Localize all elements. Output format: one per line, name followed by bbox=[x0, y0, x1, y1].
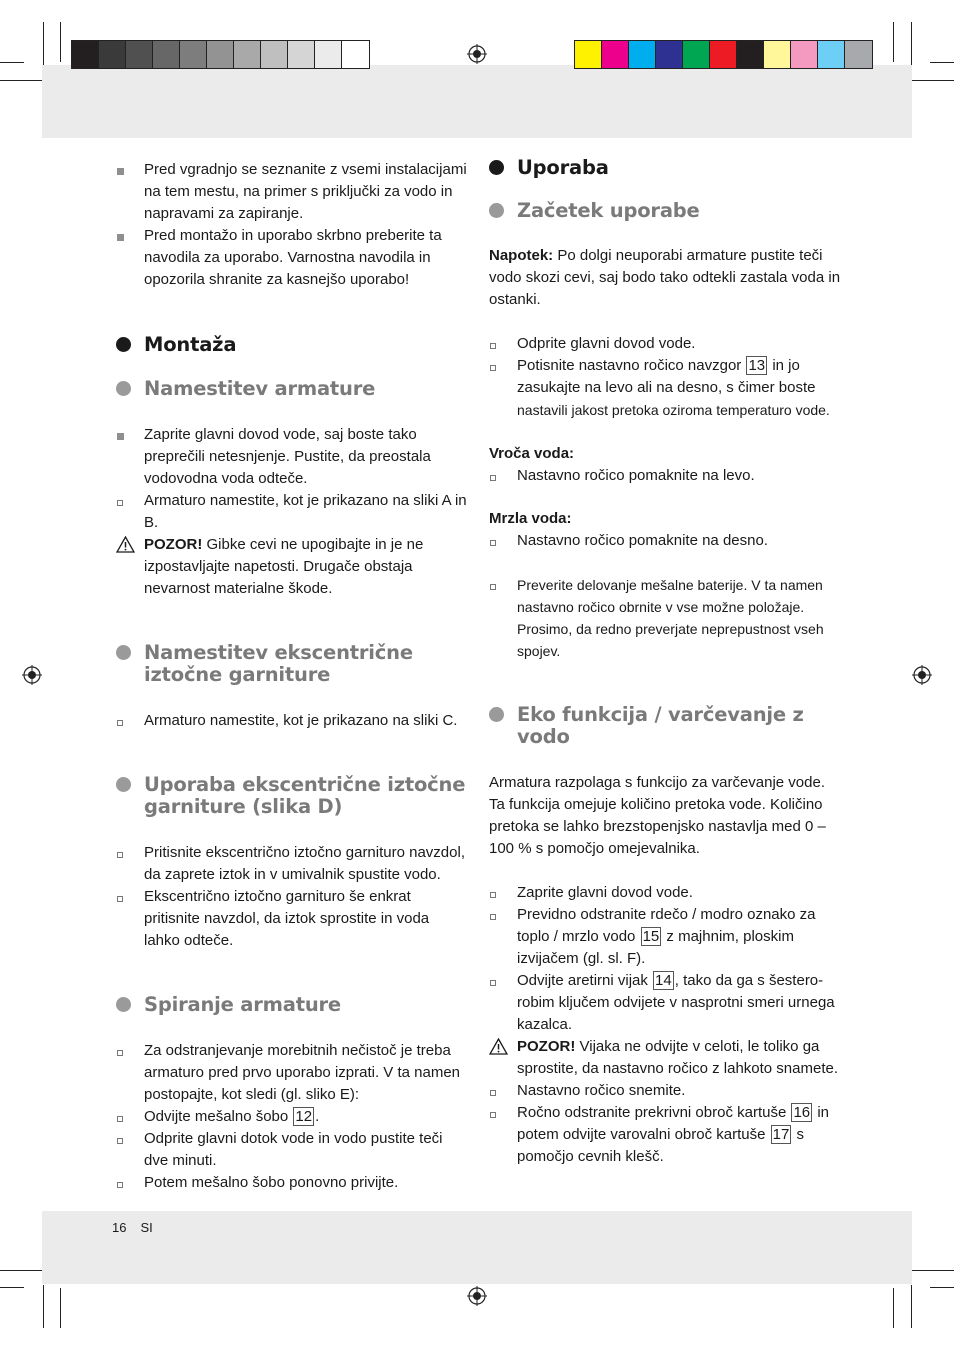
crop-mark bbox=[912, 80, 954, 81]
color-swatch bbox=[234, 41, 261, 68]
part-reference: 14 bbox=[655, 972, 672, 989]
square-bullet-icon bbox=[116, 225, 144, 247]
crop-mark bbox=[43, 22, 44, 65]
checkbox-bullet-icon bbox=[489, 530, 517, 552]
bullet-dot-icon bbox=[116, 645, 131, 660]
bullet-dot-icon bbox=[116, 337, 131, 352]
color-swatch bbox=[710, 41, 737, 68]
part-reference: 13 bbox=[748, 357, 766, 374]
page-number: 16 bbox=[112, 1220, 127, 1235]
color-swatch bbox=[261, 41, 288, 68]
part-reference: 15 bbox=[642, 928, 660, 945]
registration-mark-icon bbox=[467, 44, 487, 64]
list-item: Ročno odstranite prekrivni obroč kartuše 16 in potem odvijte varovalni obroč kartuše 17 s pomočjo cevnih klešč. bbox=[489, 1102, 841, 1168]
crop-mark bbox=[0, 62, 24, 63]
list-item: Za odstranjevanje morebitnih nečistoč je treba armaturo pred prvo uporabo izprati. V ta namen postopajte, kot sledi (gl. sliko E): bbox=[116, 1040, 468, 1106]
bullet-dot-icon bbox=[489, 160, 504, 175]
crop-mark bbox=[0, 80, 42, 81]
crop-mark bbox=[911, 22, 912, 65]
bullet-dot-icon bbox=[489, 707, 504, 722]
checkbox-bullet-icon bbox=[116, 1040, 144, 1062]
left-column bbox=[116, 159, 468, 1194]
registration-mark-icon bbox=[467, 1286, 487, 1306]
part-reference: 17 bbox=[772, 1126, 790, 1143]
list-item: Pred vgradnjo se seznanite z vsemi instalacijami na tem mestu, na primer s priključki za vodo in napravami za zapiranje. bbox=[116, 159, 468, 225]
checkbox-bullet-icon bbox=[116, 1106, 144, 1128]
square-bullet-icon bbox=[116, 159, 144, 181]
bottom-band bbox=[42, 1211, 912, 1284]
color-swatch bbox=[656, 41, 683, 68]
crop-mark bbox=[912, 1270, 954, 1271]
subsection-heading: Uporaba ekscentrične iztočne garniture (slika D) bbox=[116, 774, 468, 818]
bullet-dot-icon bbox=[116, 777, 131, 792]
checkbox-bullet-icon bbox=[116, 710, 144, 732]
color-swatch bbox=[288, 41, 315, 68]
list-item: Armaturo namestite, kot je prikazano na sliki A in B. bbox=[116, 490, 468, 534]
list-item: Zaprite glavni dovod vode, saj boste tako preprečili netesnjenje. Pustite, da preostala vodovodna voda odteče. bbox=[116, 424, 468, 490]
subsection-heading: Eko funkcija / varčevanje z vodo bbox=[489, 704, 841, 748]
color-swatch bbox=[602, 41, 629, 68]
list-item: Pritisnite ekscentrično iztočno garnituro navzdol, da zaprete iztok in v umivalnik spustite vodo. bbox=[116, 842, 468, 886]
checkbox-bullet-icon bbox=[116, 842, 144, 864]
list-item: Odvijte mešalno šobo 12 . bbox=[116, 1106, 468, 1128]
section-heading: Uporaba bbox=[489, 157, 841, 179]
part-reference: 12 bbox=[295, 1108, 313, 1125]
color-swatch bbox=[845, 41, 872, 68]
color-swatch bbox=[72, 41, 99, 68]
list-item: Potisnite nastavno ročico navzgor 13 in jo zasukajte na levo ali na desno, s čimer boste nastavili jakost pretoka oziroma temperaturo vode. bbox=[489, 355, 841, 421]
checkbox-bullet-icon bbox=[489, 970, 517, 992]
color-swatch bbox=[629, 41, 656, 68]
note-paragraph: Napotek: Po dolgi neuporabi armature pustite teči vodo skozi cevi, saj bodo tako odtekli zastala voda in ostanki. bbox=[489, 247, 841, 308]
bullet-dot-icon bbox=[116, 997, 131, 1012]
list-item: Potem mešalno šobo ponovno privijte. bbox=[116, 1172, 468, 1194]
bullet-dot-icon bbox=[489, 203, 504, 218]
crop-mark bbox=[43, 1285, 44, 1328]
list-item: Pred montažo in uporabo skrbno preberite ta navodila za uporabo. Varnostna navodila in opozorila shranite za kasnejšo uporabo! bbox=[116, 225, 468, 291]
top-band bbox=[42, 65, 912, 138]
list-item: Preverite delovanje mešalne baterije. V ta namen nastavno ročico obrnite v vse možne položaje. Prosimo, da redno preverjate neprepustnost vseh spojev. bbox=[489, 574, 841, 662]
checkbox-bullet-icon bbox=[489, 1080, 517, 1102]
checkbox-bullet-icon bbox=[489, 574, 517, 596]
list-item: Previdno odstranite rdečo / modro oznako za toplo / mrzlo vodo 15 z majhnim, ploskim izvijačem (gl. sl. F). bbox=[489, 904, 841, 970]
registration-mark-icon bbox=[912, 665, 932, 685]
color-swatch bbox=[153, 41, 180, 68]
list-item: Odprite glavni dovod vode. bbox=[489, 333, 841, 355]
subsection-heading: Začetek uporabe bbox=[489, 200, 841, 222]
color-swatch bbox=[207, 41, 234, 68]
crop-mark bbox=[60, 1288, 61, 1328]
warning-triangle-icon bbox=[489, 1036, 517, 1058]
list-item: Nastavno ročico snemite. bbox=[489, 1080, 841, 1102]
checkbox-bullet-icon bbox=[116, 1172, 144, 1194]
process-color-bar bbox=[574, 40, 873, 69]
color-swatch bbox=[126, 41, 153, 68]
list-item: Odprite glavni dotok vode in vodo pustite teči dve minuti. bbox=[116, 1128, 468, 1172]
crop-mark bbox=[893, 22, 894, 62]
subsection-heading: Spiranje armature bbox=[116, 994, 468, 1016]
color-swatch bbox=[764, 41, 791, 68]
grayscale-color-bar bbox=[71, 40, 370, 69]
list-item: Nastavno ročico pomaknite na levo. bbox=[489, 465, 841, 487]
list-item: Armaturo namestite, kot je prikazano na sliki C. bbox=[116, 710, 468, 732]
color-swatch bbox=[99, 41, 126, 68]
color-swatch bbox=[315, 41, 342, 68]
subsection-heading: Namestitev armature bbox=[116, 378, 468, 400]
right-column bbox=[489, 157, 841, 1168]
warning-item: POZOR! Gibke cevi ne upogibajte in je ne izpostavljajte napetosti. Drugače obstaja nevarnost materialne škode. bbox=[116, 534, 468, 600]
part-reference: 16 bbox=[793, 1104, 811, 1121]
eko-paragraph: Armatura razpolaga s funkcijo za varčevanje vode. Ta funkcija omejuje količino pretoka vode. Količino pretoka se lahko brezstopenjsko nastavlja med 0 – 100 % s pomočjo omejevalnika. bbox=[489, 774, 826, 857]
checkbox-bullet-icon bbox=[489, 355, 517, 377]
crop-mark bbox=[930, 62, 954, 63]
list-item: Zaprite glavni dovod vode. bbox=[489, 882, 841, 904]
color-swatch bbox=[575, 41, 602, 68]
checkbox-bullet-icon bbox=[489, 465, 517, 487]
checkbox-bullet-icon bbox=[489, 904, 517, 926]
color-swatch bbox=[683, 41, 710, 68]
crop-mark bbox=[0, 1270, 42, 1271]
crop-mark bbox=[930, 1287, 954, 1288]
section-heading: Montaža bbox=[116, 334, 468, 356]
registration-mark-icon bbox=[22, 665, 42, 685]
square-bullet-icon bbox=[116, 424, 144, 446]
list-item: Nastavno ročico pomaknite na desno. bbox=[489, 530, 841, 552]
color-swatch bbox=[737, 41, 764, 68]
bullet-dot-icon bbox=[116, 381, 131, 396]
checkbox-bullet-icon bbox=[489, 333, 517, 355]
checkbox-bullet-icon bbox=[489, 882, 517, 904]
language-code: SI bbox=[140, 1220, 153, 1235]
checkbox-bullet-icon bbox=[116, 886, 144, 908]
warning-triangle-icon bbox=[116, 534, 144, 556]
crop-mark bbox=[893, 1288, 894, 1328]
color-swatch bbox=[791, 41, 818, 68]
label-cold-water: Mrzla voda: bbox=[489, 510, 572, 527]
color-swatch bbox=[342, 41, 369, 68]
color-swatch bbox=[180, 41, 207, 68]
checkbox-bullet-icon bbox=[116, 490, 144, 512]
checkbox-bullet-icon bbox=[489, 1102, 517, 1124]
label-hot-water: Vroča voda: bbox=[489, 445, 575, 462]
crop-mark bbox=[0, 1287, 24, 1288]
crop-mark bbox=[60, 22, 61, 62]
list-item: Ekscentrično iztočno garnituro še enkrat pritisnite navzdol, da iztok sprostite in voda lahko odteče. bbox=[116, 886, 468, 952]
checkbox-bullet-icon bbox=[116, 1128, 144, 1150]
page-footer bbox=[112, 1220, 153, 1235]
list-item: Odvijte aretirni vijak 14 , tako da ga s šestero-robim ključem odvijete v nasprotni smeri urnega kazalca. bbox=[489, 970, 841, 1036]
subsection-heading: Namestitev ekscentrične iztočne garniture bbox=[116, 642, 468, 686]
color-swatch bbox=[818, 41, 845, 68]
crop-mark bbox=[911, 1285, 912, 1328]
warning-item: POZOR! Vijaka ne odvijte v celoti, le toliko ga sprostite, da nastavno ročico z lahkoto snamete. bbox=[489, 1036, 841, 1080]
